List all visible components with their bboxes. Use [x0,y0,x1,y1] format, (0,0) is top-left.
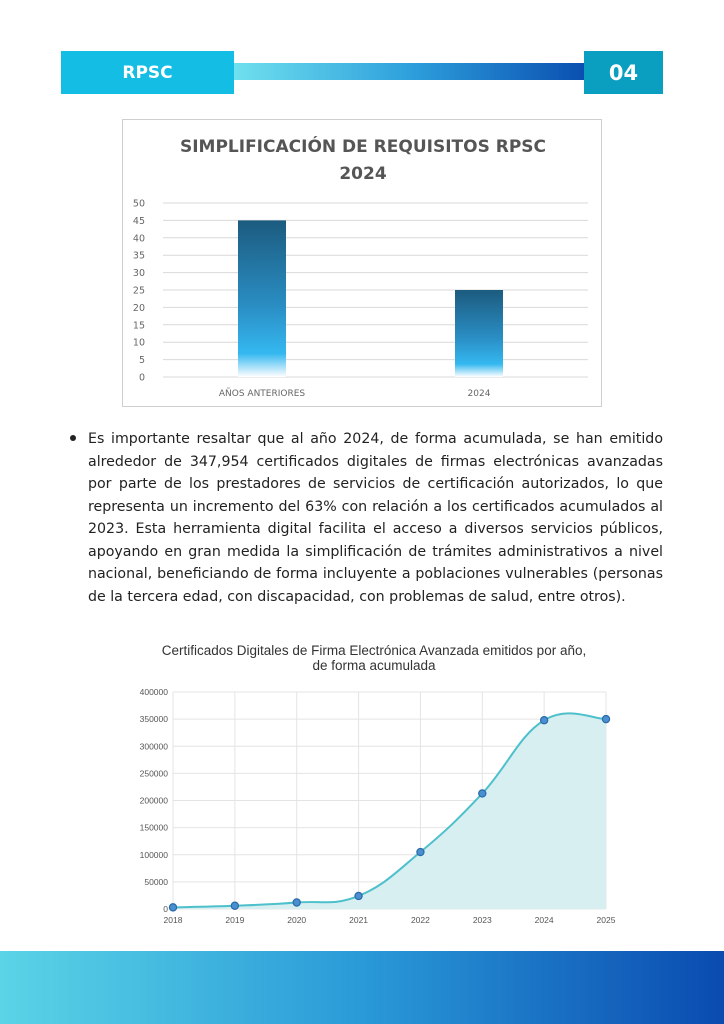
area-chart-x-tick: 2025 [596,915,616,925]
header-gradient-bar [234,63,584,80]
area-chart-y-tick: 100000 [139,849,168,860]
bar-2024 [455,290,503,377]
bar-chart-x-label: AÑOS ANTERIORES [218,389,306,399]
bar-chart-y-tick: 25 [132,285,145,297]
bar-chart-title-line1: SIMPLIFICACIÓN DE REQUISITOS RPSC [179,137,547,157]
footer-gradient [0,951,724,1024]
area-chart-y-tick: 300000 [139,741,168,752]
area-chart-point-2023 [479,790,486,797]
area-chart-point-2021 [355,892,362,899]
page-number: 04 [584,51,663,94]
area-chart-point-2025 [602,716,609,723]
area-chart-point-2022 [417,848,424,855]
area-chart-x-tick: 2023 [472,915,492,925]
area-chart-title-line1: Certificados Digitales de Firma Electrónica Avanzada emitidos por año, [161,643,587,658]
bar-chart-y-tick: 5 [138,355,145,367]
area-chart-point-2019 [231,902,238,909]
area-chart-point-2018 [169,904,176,911]
area-chart-x-tick: 2024 [534,915,554,925]
paragraph-text: Es importante resaltar que al año 2024, de forma acumulada, se han emitido alrededor de 347,954 certificados digitales de firmas electrónicas avanzadas por parte de los prestadores de servicios de certificación autorizados, lo que representa un incremento del 63% con relación a los certificados acumulados al 2023. Esta herramienta digital facilita el acceso a diversos servicios públicos, apoyando en gran medida la simplificación de trámites administrativos a nivel nacional, beneficiando de forma incluyente a poblaciones vulnerables (personas de la tercera edad, con discapacidad, con problemas de salud, entre otros). [88,431,663,605]
bar-chart-y-tick: 30 [132,268,145,280]
area-chart-y-tick: 200000 [139,795,168,806]
bullet-paragraph [66,428,663,608]
bar-chart-y-tick: 50 [132,198,145,210]
area-chart-point-2020 [293,899,300,906]
section-label: RPSC [61,51,234,94]
bar-chart-y-tick: 40 [132,233,145,245]
bar-chart-requisitos [122,119,602,407]
area-chart-y-tick: 400000 [139,687,168,697]
bar-chart-y-tick: 20 [132,302,145,314]
bar-chart-y-tick: 45 [132,215,145,227]
area-chart-x-tick: 2020 [287,915,307,925]
area-chart-y-tick: 50000 [144,876,168,887]
area-chart-y-tick: 350000 [139,714,168,725]
bar-chart-svg [123,120,603,408]
bar-anos-anteriores [238,220,286,377]
bar-chart-y-tick: 0 [138,372,145,384]
bar-chart-y-tick: 15 [132,320,145,332]
area-chart-x-tick: 2019 [225,915,245,925]
area-chart-x-tick: 2021 [349,915,369,925]
bar-chart-y-tick: 35 [132,250,145,262]
area-chart-svg [123,633,625,935]
area-chart-y-tick: 150000 [139,822,168,833]
area-chart-point-2024 [541,717,548,724]
area-chart-certificados [123,633,625,935]
bullet-dot [70,435,76,441]
area-chart-fill [173,713,606,909]
bar-chart-x-label: 2024 [467,389,491,399]
bar-chart-title-line2: 2024 [339,164,387,184]
bar-chart-y-tick: 10 [132,337,145,349]
area-chart-title-line2: de forma acumulada [312,658,436,673]
area-chart-x-tick: 2018 [163,915,183,925]
area-chart-y-tick: 0 [163,904,168,914]
area-chart-y-tick: 250000 [139,768,168,779]
area-chart-x-tick: 2022 [410,915,430,925]
